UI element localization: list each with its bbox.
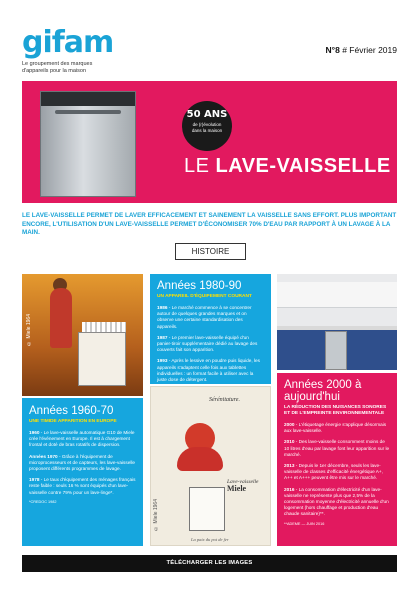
- box-kicker: LA RÉDUCTION DES NUISANCES SONORES ET DE L'EMPREINTE ENVIRONNEMENTALE: [284, 405, 387, 416]
- intro-text: LE LAVE-VAISSELLE PERMET DE LAVER EFFICACEMENT ET SAINEMENT LA VAISSELLE SANS EFFORT. PLUS IMPORTANT ENCORE, L'UTILISATION D'UN LAVE-VAISSELLE PERMET D'ÉCONOMISER 70% D'EAU PAR RAPPORT À UN LAVAGE À LA MAIN.: [22, 212, 397, 236]
- hero-title-light: LE: [184, 155, 216, 177]
- photo-1960s-woman-dishwasher: [22, 274, 143, 396]
- timeline-entry: 1986 - Le marché commence à se concentrer autour de quelques grandes marques et on observe une certaine standardisation des appareils.: [157, 305, 252, 329]
- photo-credit: © Miele 1964: [26, 314, 32, 346]
- vintage-miele-ad: [150, 386, 271, 546]
- timeline-entry: 1993 - Après le lessive en poudre puis liquide, les appareils s'adaptent celle fois aux tablettes individuelles : un format facile à utiliser avec la juste dose de détergent.: [157, 358, 260, 383]
- ad-brand: Lave-vaisselle Miele: [227, 479, 259, 493]
- anniversary-badge: [182, 101, 232, 151]
- box-2000-today: [277, 373, 397, 546]
- box-title: Années 1980-90: [157, 280, 242, 292]
- gifam-logo: [22, 25, 114, 75]
- timeline-entry: 1960 - Le lave-vaisselle automatique G10 de Miele crée l'événement en Europe. Il est à chargement frontal et doté de bras rotatifs de dispersion.: [29, 430, 135, 448]
- logo-tagline: Le groupement des marques d'appareils pour la maison: [22, 61, 93, 74]
- hero-banner: [22, 81, 397, 203]
- download-images-button[interactable]: TÉLÉCHARGER LES IMAGES: [22, 555, 397, 572]
- box-title: Années 2000 à aujourd'hui: [284, 379, 362, 403]
- hero-title: [184, 155, 391, 178]
- footnote: *CREDOC 1982: [29, 499, 57, 504]
- history-button[interactable]: HISTOIRE: [175, 243, 246, 260]
- timeline-entry: 2016 - La consommation d'électricité d'un lave-vaisselle ne représente plus que 2,5% de la consommation moyenne d'électricité annuelle d'un logement (hors chauffage et production d'eau chaude sanitaire)**.: [284, 486, 389, 517]
- dishwasher-image: [40, 91, 136, 197]
- box-kicker: UN APPAREIL D'ÉQUIPEMENT COURANT: [157, 294, 252, 299]
- timeline-entry: 2000 - L'étiquetage énergie s'applique désormais aux lave-vaisselle.: [284, 422, 387, 434]
- box-1960-70: [22, 398, 143, 546]
- footnote: **ADEME — JUIN 2016: [284, 521, 325, 526]
- box-title: Années 1960-70: [29, 405, 114, 417]
- issue-date: # Février 2019: [342, 45, 397, 55]
- timeline-entry: 1987 - Le premier lave-vaisselle équipé d'un panier-tiroir supplémentaire dédié au lavage des couverts fait son apparition.: [157, 334, 258, 353]
- box-1980-90: [150, 274, 271, 384]
- badge-years: 50 ANS: [186, 109, 228, 120]
- box-kicker: UNE TIMIDE APPARITION EN EUROPE: [29, 419, 117, 424]
- badge-subtitle: de (r)évolution dans la maison: [191, 122, 223, 133]
- ad-headline: Sérénitature.: [209, 397, 240, 403]
- issue-info: [326, 45, 397, 55]
- timeline-entry: 2013 - Depuis le 1er décembre, seuls les lave-vaisselle de classes d'efficacité énergétique A+, A++ et A+++ peuvent être mis sur le marché.: [284, 463, 383, 481]
- logo-wordmark: gifam: [22, 25, 114, 60]
- issue-number: N°8: [325, 45, 340, 55]
- ad-footer: La paix du pot de fer: [191, 537, 229, 542]
- timeline-entry: 1978 - Le taux d'équipement des ménages français reste faible : seuls 16 % sont équipés d'un lave-vaisselle contre 79% pour un lave-linge*.: [29, 477, 136, 495]
- timeline-entry: Années 1970 - Grâce à l'équipement de microprocesseurs et de capteurs, les lave-vaisselle proposent différents programmes de lavage.: [29, 453, 136, 472]
- ad-credit: © Miele 1964: [153, 499, 159, 531]
- timeline-entry: 2010 - Des lave-vaisselle consomment moins de 10 litres d'eau par lavage font leur apparition sur le marché.: [284, 439, 390, 457]
- hero-title-bold: LAVE-VAISSELLE: [215, 155, 391, 177]
- photo-modern-kitchen: [277, 274, 397, 370]
